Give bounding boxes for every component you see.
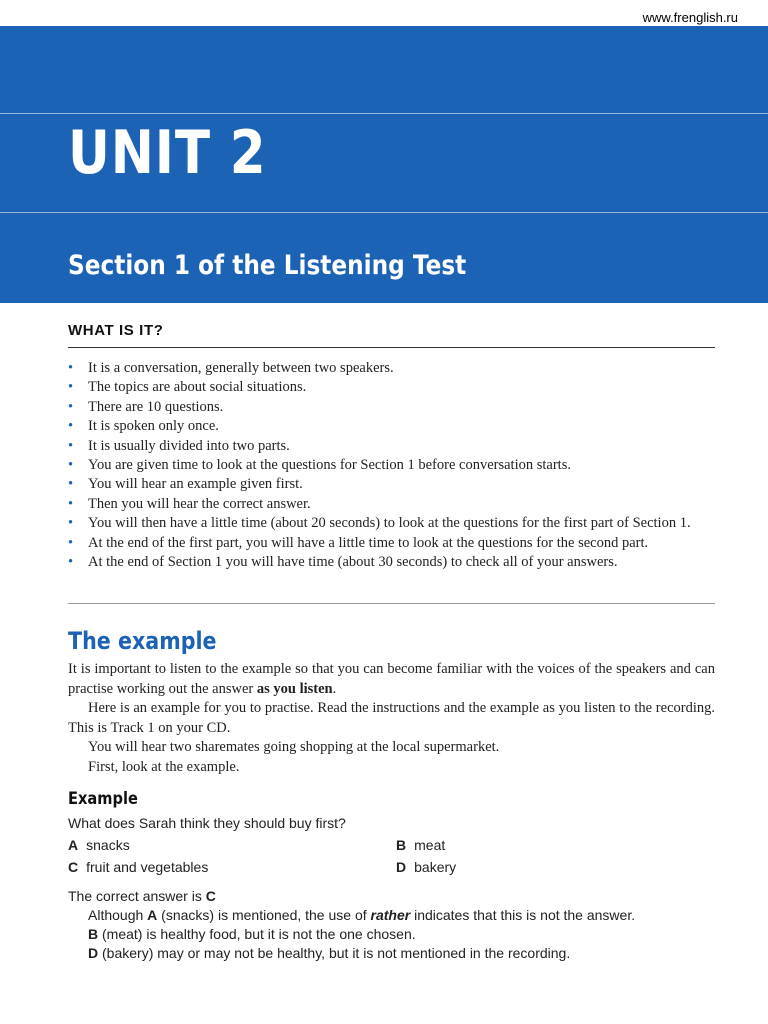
option-text: snacks bbox=[86, 837, 130, 853]
explanation-d bbox=[88, 945, 570, 961]
the-example-heading: The example bbox=[68, 627, 217, 655]
example-question: What does Sarah think they should buy first? bbox=[68, 815, 346, 831]
emphasis-text: as you listen bbox=[256, 680, 333, 697]
what-is-it-rule bbox=[68, 347, 715, 348]
explanation-letter: A bbox=[147, 907, 158, 923]
list-item: • You will hear an example given first. bbox=[68, 475, 718, 494]
option-letter: C bbox=[68, 859, 79, 875]
list-item: • Then you will hear the correct answer. bbox=[68, 495, 718, 514]
option-letter: D bbox=[396, 859, 407, 875]
list-item: • At the end of Section 1 you will have time (about 30 seconds) to check all of your answers. bbox=[68, 553, 718, 572]
banner-divider-top bbox=[0, 113, 768, 114]
explanation-a bbox=[88, 907, 635, 923]
example-heading: Example bbox=[68, 789, 138, 809]
what-is-it-heading: WHAT IS IT? bbox=[68, 322, 164, 339]
answer-prefix: The correct answer is bbox=[68, 888, 206, 904]
list-item: • It is usually divided into two parts. bbox=[68, 437, 718, 456]
option-text: bakery bbox=[414, 859, 457, 875]
list-item: • You are given time to look at the questions for Section 1 before conversation starts. bbox=[68, 456, 718, 475]
explanation-text: Although bbox=[88, 907, 148, 923]
option-b bbox=[396, 837, 445, 853]
watermark: www.frenglish.ru bbox=[642, 10, 738, 25]
option-c bbox=[68, 859, 208, 875]
paragraph: You will hear two sharemates going shopping at the local supermarket. bbox=[88, 739, 500, 755]
answer-letter: C bbox=[205, 888, 216, 904]
explanation-b bbox=[88, 926, 416, 942]
option-text: meat bbox=[414, 837, 446, 853]
explanation-text: indicates that this is not the answer. bbox=[410, 907, 636, 923]
paragraph bbox=[68, 660, 715, 699]
option-letter: B bbox=[396, 837, 407, 853]
option-d bbox=[396, 859, 456, 875]
paragraph-text: It is important to listen to the example so that you can become familiar with the voices of the speakers and can practise working out the answer bbox=[68, 661, 715, 697]
list-item: • There are 10 questions. bbox=[68, 398, 718, 417]
list-item: • At the end of the first part, you will have a little time to look at the questions for the second part. bbox=[68, 534, 718, 553]
paragraph-end: . bbox=[332, 680, 337, 697]
unit-subtitle: Section 1 of the Listening Test bbox=[68, 250, 467, 281]
explanation-text: (snacks) is mentioned, the use of bbox=[157, 907, 371, 923]
unit-title: UNIT 2 bbox=[68, 118, 267, 188]
list-item: • You will then have a little time (about 20 seconds) to look at the questions for the first part of Section 1. bbox=[68, 514, 718, 533]
option-letter: A bbox=[68, 837, 79, 853]
list-item: • It is spoken only once. bbox=[68, 417, 718, 436]
the-example-body bbox=[68, 660, 715, 777]
option-text: fruit and vegetables bbox=[86, 859, 209, 875]
correct-answer bbox=[68, 888, 216, 904]
paragraph: First, look at the example. bbox=[88, 758, 240, 775]
what-is-it-list bbox=[68, 359, 718, 572]
option-a bbox=[68, 837, 130, 853]
explanation-letter: B bbox=[88, 926, 99, 942]
list-item: • The topics are about social situations. bbox=[68, 378, 718, 397]
list-item: • It is a conversation, generally between two speakers. bbox=[68, 359, 718, 378]
paragraph: Here is an example for you to practise. Read the instructions and the example as you listen to the recording. This is Track 1 on your CD. bbox=[68, 700, 715, 736]
explanation-letter: D bbox=[88, 945, 99, 961]
banner-divider-bottom bbox=[0, 212, 768, 213]
explanation-text: (meat) is healthy food, but it is not the one chosen. bbox=[98, 926, 416, 942]
section-divider bbox=[68, 603, 715, 604]
explanation-text: (bakery) may or may not be healthy, but it is not mentioned in the recording. bbox=[98, 945, 571, 961]
explanation-keyword: rather bbox=[370, 907, 411, 923]
